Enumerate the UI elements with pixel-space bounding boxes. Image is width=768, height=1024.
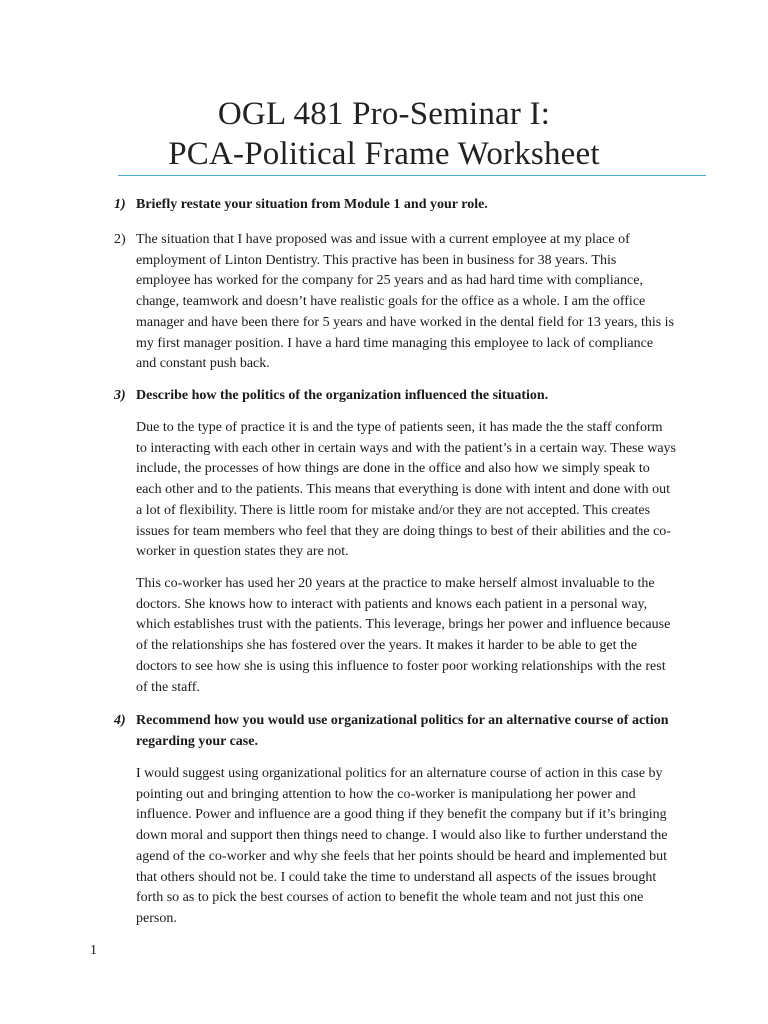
title-divider [118,175,706,176]
question-1-number: 1) [114,197,126,212]
question-4-number: 4) [114,713,126,728]
question-3-number: 3) [114,388,126,403]
answer-3-paragraph-2: This co-worker has used her 20 years at the practice to make herself almost invaluable to the doctors. She knows how to interact with patients and knows each patient in a personal way, which establishes trust with the patients. This leverage, brings her power and influence because of the relationships she has fostered over the years. It makes it harder to be able to get the doctors to see how she is using this influence to foster poor working relationships with the rest of the staff. [136,576,671,695]
question-1-text: Briefly restate your situation from Module 1 and your role. [136,197,488,212]
item-2-number: 2) [114,232,126,247]
title-line-2: PCA-Political Frame Worksheet [168,136,600,172]
title-line-1: OGL 481 Pro-Seminar I: [217,96,551,132]
page-number: 1 [90,943,97,958]
answer-2 [114,230,674,375]
answer-3-paragraph-1: Due to the type of practice it is and the type of patients seen, it has made the the staff conform to interacting with each other in certain ways and with the patient’s in a certain way. These ways include, the processes of how things are done in the office and also how we simply speak to each other and to the patients. This means that everything is done with intent and done with out a lot of flexibility. There is little room for mistake and/or they are not accepted. This creates issues for team members who feel that they are doing things to best of their abilities and the co-worker in question states they are not. [136,420,676,560]
question-1 [114,195,714,216]
question-4-text: Recommend how you would use organizational politics for an alternative course of action regarding your case. [136,713,669,749]
question-4 [114,711,714,752]
answer-4-paragraph-1: I would suggest using organizational politics for an alternature course of action in this case by pointing out and bringing attention to how the co-worker is manipulationg her power and influence. Power and influence are a good thing if they benefit the company but if it’s bringing down moral and support then things need to change. I would also like to further understand the agend of the co-worker and why she feels that her points should be heard and implemented but that others should not be. I could take the time to understand all aspects of the issues brought forth so as to pick the best courses of action to benefit the whole team and not just this one person. [136,766,668,926]
answer-2-text: The situation that I have proposed was and issue with a current employee at my place of employment of Linton Dentistry. This practive has been in business for 38 years. This employee has worked for the company for 25 years and as had hard time with compliance, change, teamwork and doesn’t have realistic goals for the office as a whole. I am the office manager and have been there for 5 years and have worked in the dental field for 13 years, this is my first manager position. I have a hard time managing this employee to lack of compliance and constant push back. [136,232,675,372]
question-3 [114,386,714,407]
question-3-text: Describe how the politics of the organization influenced the situation. [136,388,549,403]
